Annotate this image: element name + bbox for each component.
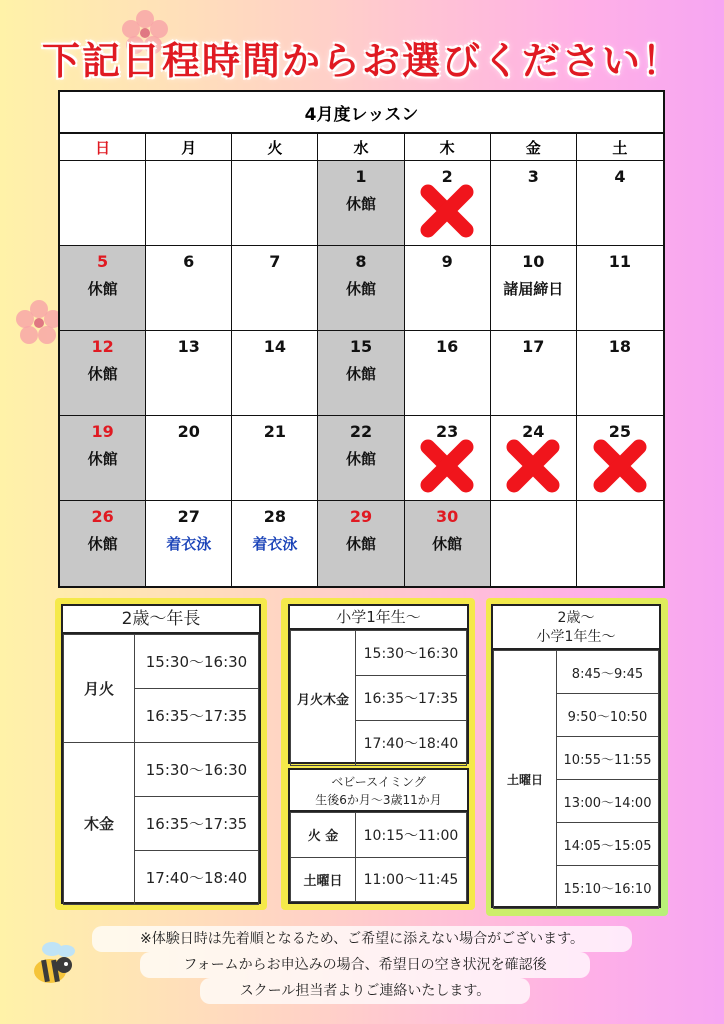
day-label: 土曜日	[494, 651, 557, 909]
day-number: 24	[522, 422, 545, 441]
schedule-elementary	[288, 604, 469, 764]
time-slot: 8:45～9:45	[557, 651, 659, 694]
calendar-day	[577, 501, 663, 586]
day-number: 23	[436, 422, 459, 441]
weekday-header	[60, 134, 663, 161]
day-number	[60, 167, 145, 189]
calendar-day	[60, 501, 146, 586]
day-number: 5	[97, 252, 109, 271]
calendar-week	[60, 246, 663, 331]
calendar-day	[318, 246, 404, 331]
calendar-day	[232, 501, 318, 586]
day-note: 休館	[345, 365, 376, 383]
day-number: 9	[441, 252, 453, 271]
baby-swimming-table	[290, 812, 467, 902]
time-slot: 10:15～11:00	[356, 813, 467, 858]
day-note: 休館	[87, 365, 118, 383]
time-slot: 14:05～15:05	[557, 823, 659, 866]
calendar-day	[146, 331, 232, 416]
time-slot: 16:35～17:35	[356, 676, 467, 721]
unavailable-cross-icon	[506, 439, 560, 493]
time-slot: 17:40～18:40	[356, 721, 467, 766]
schedule-saturday-age-to: 小学1年生～	[536, 629, 616, 645]
day-note: 着衣泳	[166, 535, 212, 553]
lesson-calendar	[58, 90, 665, 588]
calendar-week	[60, 331, 663, 416]
day-number: 4	[614, 167, 626, 186]
notice-line-3: スクール担当者よりご連絡いたします。	[200, 978, 530, 1004]
calendar-day	[146, 416, 232, 501]
weekday-label: 金	[491, 134, 577, 161]
calendar-day	[405, 331, 491, 416]
calendar-day	[491, 161, 577, 246]
day-label: 火 金	[291, 813, 356, 858]
calendar-day	[318, 331, 404, 416]
calendar-day	[577, 246, 663, 331]
calendar-day	[60, 246, 146, 331]
calendar-week	[60, 416, 663, 501]
day-number: 27	[177, 507, 200, 526]
schedule-toddler-table	[63, 634, 259, 905]
day-note: 諸届締日	[503, 280, 564, 298]
day-number	[232, 167, 317, 189]
day-number: 12	[91, 337, 114, 356]
calendar-day	[577, 416, 663, 501]
day-number: 16	[436, 337, 459, 356]
schedule-elementary-table	[290, 630, 467, 766]
day-note: 休館	[345, 535, 376, 553]
day-number: 1	[355, 167, 367, 186]
schedule-saturday-heading	[493, 606, 659, 650]
calendar-day	[491, 246, 577, 331]
day-note: 休館	[345, 280, 376, 298]
day-note: 着衣泳	[252, 535, 298, 553]
calendar-day	[232, 246, 318, 331]
day-number: 18	[608, 337, 632, 356]
day-number	[491, 507, 576, 529]
day-number: 11	[608, 252, 632, 271]
calendar-day	[60, 161, 146, 246]
calendar-day	[318, 161, 404, 246]
day-number: 10	[522, 252, 545, 271]
baby-swimming-heading	[290, 770, 467, 812]
day-number: 14	[263, 337, 286, 356]
time-slot: 15:30～16:30	[135, 635, 259, 689]
time-slot: 13:00～14:00	[557, 780, 659, 823]
baby-swimming-age: 生後6か月～3歳11か月	[315, 793, 442, 807]
day-label: 月火木金	[291, 631, 356, 766]
calendar-day	[491, 331, 577, 416]
weekday-label: 日	[60, 134, 146, 161]
schedule-saturday	[491, 604, 661, 908]
time-slot: 11:00～11:45	[356, 857, 467, 902]
day-number: 7	[269, 252, 281, 271]
time-slot: 10:55～11:55	[557, 737, 659, 780]
time-slot: 15:30～16:30	[135, 743, 259, 797]
weekday-label: 月	[146, 134, 232, 161]
calendar-week	[60, 161, 663, 246]
weekday-label: 土	[577, 134, 663, 161]
calendar-day	[405, 416, 491, 501]
day-number: 2	[441, 167, 453, 186]
calendar-day	[232, 416, 318, 501]
day-note: 休館	[345, 450, 376, 468]
day-note: 休館	[432, 535, 463, 553]
calendar-day	[577, 331, 663, 416]
calendar-day	[146, 161, 232, 246]
calendar-day	[491, 501, 577, 586]
calendar-day	[60, 331, 146, 416]
calendar-title: 4月度レッスン	[60, 92, 663, 134]
calendar-day	[318, 416, 404, 501]
day-number: 26	[91, 507, 114, 526]
schedule-toddler-heading: 2歳～年長	[63, 606, 259, 634]
day-number	[146, 167, 231, 189]
day-label: 月火	[64, 635, 135, 743]
unavailable-cross-icon	[593, 439, 647, 493]
time-slot: 15:30～16:30	[356, 631, 467, 676]
page-title: 下記日程時間からお選びください！	[41, 39, 682, 83]
day-number: 13	[177, 337, 200, 356]
weekday-label: 木	[405, 134, 491, 161]
schedule-toddler	[61, 604, 261, 904]
day-number: 21	[263, 422, 286, 441]
day-note: 休館	[87, 280, 118, 298]
calendar-day	[491, 416, 577, 501]
day-number: 17	[522, 337, 545, 356]
day-number: 25	[608, 422, 632, 441]
schedule-saturday-table	[493, 650, 659, 909]
day-note: 休館	[87, 535, 118, 553]
day-number	[577, 507, 663, 529]
schedule-saturday-age-from: 2歳～	[557, 610, 595, 626]
calendar-day	[405, 161, 491, 246]
day-number: 30	[436, 507, 459, 526]
weekday-label: 水	[318, 134, 404, 161]
unavailable-cross-icon	[420, 439, 474, 493]
calendar-weeks	[60, 161, 663, 586]
day-label: 木金	[64, 743, 135, 905]
calendar-day	[146, 501, 232, 586]
schedule-elementary-heading: 小学1年生～	[290, 606, 467, 630]
bee-icon	[26, 935, 86, 995]
calendar-day	[232, 331, 318, 416]
day-note: 休館	[87, 450, 118, 468]
time-slot: 15:10～16:10	[557, 866, 659, 909]
calendar-day	[318, 501, 404, 586]
baby-swimming-title: ベビースイミング	[331, 775, 426, 789]
time-slot: 9:50～10:50	[557, 694, 659, 737]
calendar-day	[405, 246, 491, 331]
calendar-day	[146, 246, 232, 331]
day-number: 22	[349, 422, 373, 441]
day-number: 29	[349, 507, 373, 526]
day-number: 28	[263, 507, 286, 526]
day-number: 6	[183, 252, 195, 271]
calendar-day	[60, 416, 146, 501]
time-slot: 16:35～17:35	[135, 797, 259, 851]
notice-line-1: ※体験日時は先着順となるため、ご希望に添えない場合がございます。	[92, 926, 632, 952]
day-note: 休館	[345, 195, 376, 213]
time-slot: 17:40～18:40	[135, 851, 259, 905]
sakura-flower-icon	[16, 300, 62, 346]
day-number: 3	[527, 167, 539, 186]
calendar-day	[232, 161, 318, 246]
calendar-day	[577, 161, 663, 246]
time-slot: 16:35～17:35	[135, 689, 259, 743]
day-label: 土曜日	[291, 857, 356, 902]
calendar-week	[60, 501, 663, 586]
day-number: 8	[355, 252, 367, 271]
calendar-day	[405, 501, 491, 586]
day-number: 19	[91, 422, 114, 441]
day-number: 20	[177, 422, 200, 441]
weekday-label: 火	[232, 134, 318, 161]
day-number: 15	[349, 337, 373, 356]
unavailable-cross-icon	[420, 184, 474, 238]
notice-line-2: フォームからお申込みの場合、希望日の空き状況を確認後	[140, 952, 590, 978]
schedule-baby-swimming	[288, 768, 469, 904]
